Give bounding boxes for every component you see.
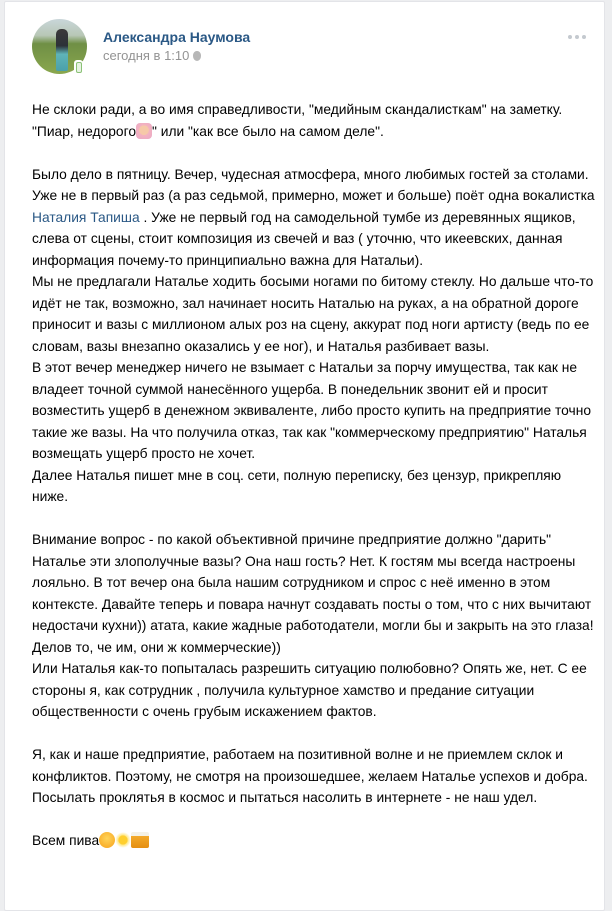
- post-date[interactable]: [103, 48, 201, 63]
- paragraph-text: "Пиар, недорого: [32, 123, 136, 139]
- post-card: [4, 1, 605, 911]
- paragraph-spacer: [32, 723, 597, 745]
- post-paragraph: [32, 121, 597, 143]
- smiling-face-icon: [99, 832, 115, 848]
- paragraph-spacer: [32, 809, 597, 831]
- paragraph-text: Или Наталья как-то попыталась разрешить ситуацию полюбовно? Опять же, нет. С ее стороны я, как сотрудник , получила культурное хамство и предание ситуации общественности с очень грубым искажением фактов.: [32, 661, 587, 719]
- paragraph-text: Было дело в пятницу. Вечер, чудесная атмосфера, много любимых гостей за столами. Уже не в первый раз (а раз седьмой, примерно, может и больше) поёт одна вокалистка: [32, 166, 595, 203]
- post-paragraph: [32, 744, 597, 809]
- post-paragraph: [32, 271, 597, 357]
- apple-icon: [193, 51, 201, 61]
- mention-link[interactable]: Наталия Тапиша: [32, 209, 140, 225]
- paragraph-text: Далее Наталья пишет мне в соц. сети, полную переписку, без цензур, прикрепляю ниже.: [32, 467, 562, 504]
- sun-icon: [115, 832, 131, 848]
- more-actions-button[interactable]: [568, 35, 586, 39]
- paragraph-text: . Уже не первый год на самодельной тумбе из деревянных ящиков, слева от сцены, стоит композиция из свечей и ваз ( уточню, что икеевских, данная информация почему-то принципиально важна для Натальи).: [32, 209, 576, 268]
- mobile-online-icon: [74, 60, 83, 74]
- woman-tipping-hand-icon: [136, 123, 152, 139]
- clinking-beer-mugs-icon: [131, 832, 149, 848]
- paragraph-text: Не склоки ради, а во имя справедливости, "медийным скандалисткам" на заметку.: [32, 102, 563, 117]
- paragraph-text: " или "как все было на самом деле".: [152, 123, 384, 139]
- post-paragraph: [32, 529, 597, 658]
- post-paragraph: [32, 830, 597, 852]
- paragraph-text: Мы не предлагали Наталье ходить босыми ногами по битому стеклу. Но дальше что-то идёт не так, возможно, зал начинает носить Наталью на руках, а на обратной дороге приносит и вазы с миллионом алых роз на сцену, аккурат под ноги артисту (ведь по ее словам, вазы внезапно оказались у ее ног), и Наталья разбивает вазы.: [32, 274, 594, 354]
- paragraph-text: В этот вечер менеджер ничего не взымает с Натальи за порчу имущества, так как не владеет точной суммой нанесённого ущерба. В понедельник звонит ей и просит возместить ущерб в денежном эквиваленте, либо просто купить на предприятие точно такие же вазы. На что получила отказ, так как "коммерческому предприятию" Наталья возмещать ущерб просто не хочет.: [32, 360, 592, 461]
- paragraph-text: Всем пива: [32, 833, 100, 848]
- paragraph-spacer: [32, 508, 597, 530]
- post-paragraph: [32, 465, 597, 508]
- post-paragraph: [32, 99, 597, 121]
- more-dots-icon: [568, 35, 572, 39]
- paragraph-spacer: [32, 142, 597, 164]
- paragraph-text: Внимание вопрос - по какой объективной причине предприятие должно "дарить" Наталье эти злополучные вазы? Она наш гость? Нет. К гостям мы всегда настроены лояльно. В тот вечер она была нашим сотрудником и спрос с неё именно в этом контексте. Давайте теперь и повара начнут создавать посты о том, что с них вычитают недостачи кухни)) атата, какие жадные работодатели, могли бы и закрыть на это глаза! Делов то, че им, они ж коммерческие)): [32, 532, 594, 655]
- post-paragraph: [32, 164, 597, 272]
- post-timestamp: сегодня в 1:10: [103, 48, 190, 63]
- post-text: [32, 99, 597, 852]
- post-paragraph: [32, 658, 597, 723]
- paragraph-text: Я, как и наше предприятие, работаем на позитивной волне и не приемлем склок и конфликтов. Поэтому, не смотря на произошедшее, желаем Наталье успехов и добра. Посылать проклятья в космос и пытаться насолить в интернете - не наш удел.: [32, 747, 588, 805]
- author-name[interactable]: Александра Наумова: [103, 29, 251, 45]
- post-paragraph: [32, 357, 597, 465]
- avatar-photo: [56, 29, 68, 71]
